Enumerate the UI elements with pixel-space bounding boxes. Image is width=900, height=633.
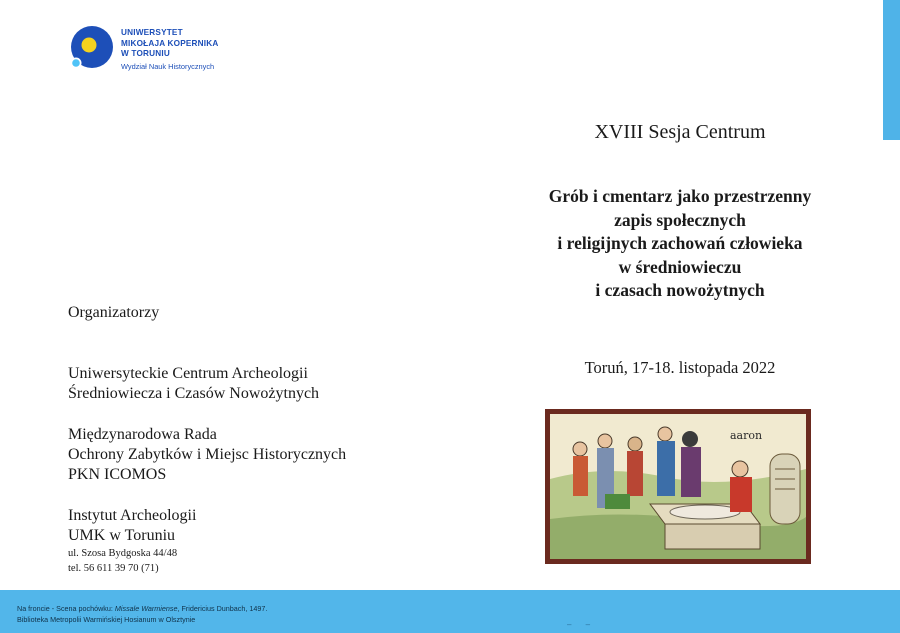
organizer-line: Międzynarodowa Rada (68, 426, 217, 443)
organizer-line: Ochrony Zabytków i Miejsc Historycznych (68, 446, 347, 463)
credit-title: Missale Warmiense (114, 604, 178, 613)
organizer-line: Średniowiecza i Czasów Nowożytnych (68, 385, 320, 402)
subtitle-line: i religijnych zachowań człowieka (557, 233, 803, 253)
footer-dash-marks: – – (567, 620, 597, 629)
organizer-institute (68, 506, 196, 576)
organizer-line: Uniwersyteckie Centrum Archeologii (68, 365, 308, 382)
logo-text (121, 28, 218, 72)
organizer-address: ul. Szosa Bydgoska 44/48 (68, 548, 178, 559)
place-date: Toruń, 17-18. listopada 2022 (584, 358, 776, 377)
conference-subtitle (500, 185, 860, 303)
session-title: XVIII Sesja Centrum (594, 121, 766, 143)
credit-line-2: Biblioteka Metropolii Warmińskiej Hosianum w Olsztynie (17, 614, 196, 624)
organizer-ucaas (68, 364, 319, 404)
organizer-line: Instytut Archeologii (68, 507, 197, 524)
organizer-line: UMK w Toruniu (68, 527, 176, 544)
logo-line-2: MIKOŁAJA KOPERNIKA (121, 38, 219, 48)
woodcut-illustration (545, 409, 811, 564)
organizer-line: PKN ICOMOS (68, 466, 167, 483)
organizer-phone: tel. 56 611 39 70 (71) (68, 563, 159, 574)
subtitle-line: w średniowieczu (618, 256, 742, 277)
image-credit (17, 604, 267, 625)
credit-suffix: , Fridericius Dunbach, 1497. (177, 604, 268, 613)
credit-prefix: Na froncie - Scena pochówku: (17, 604, 115, 613)
logo-line-1: UNIWERSYTET (121, 28, 183, 37)
subtitle-line: zapis społecznych (614, 209, 746, 230)
subtitle-line: Grób i cmentarz jako przestrzenny (548, 186, 812, 206)
woodcut-caption: aaron (730, 429, 763, 442)
logo-line-3: W TORUNIU (121, 49, 170, 58)
accent-strip (883, 0, 900, 140)
university-logo-icon (68, 25, 116, 73)
organizers-heading: Organizatorzy (68, 304, 160, 321)
subtitle-line: i czasach nowożytnych (595, 280, 765, 300)
logo-faculty: Wydział Nauk Historycznych (121, 61, 215, 71)
organizer-icomos (68, 425, 346, 485)
